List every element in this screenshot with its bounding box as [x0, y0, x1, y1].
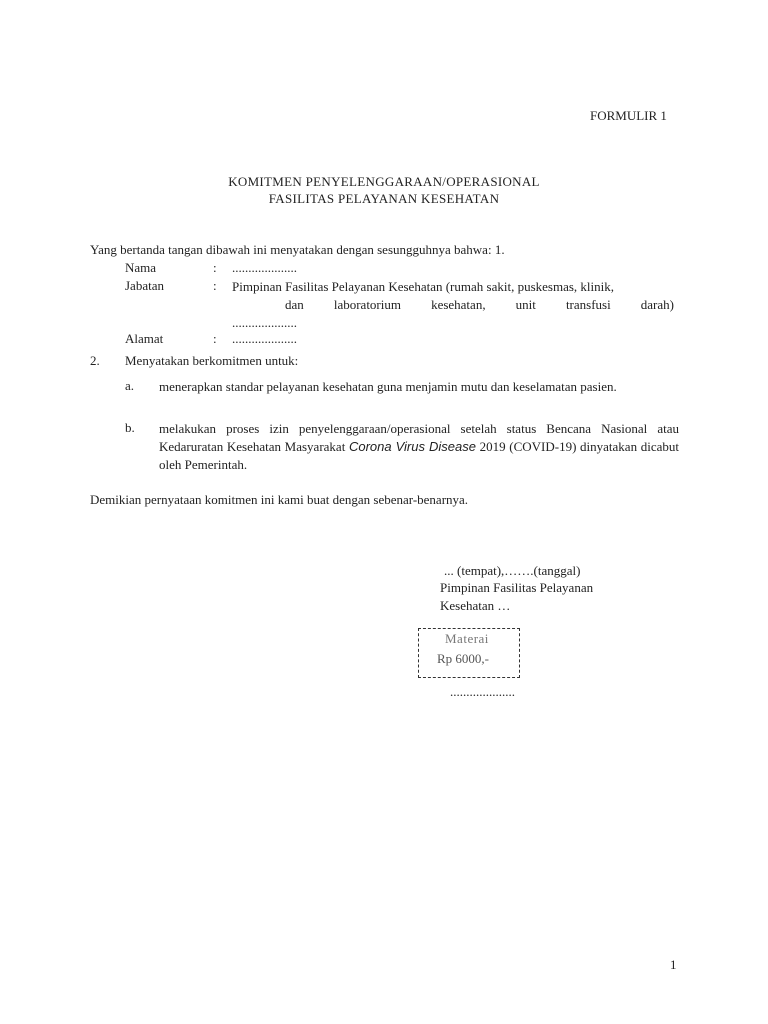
field-colon-nama: :: [213, 260, 217, 275]
item-a-letter: a.: [125, 378, 135, 393]
field-label-jabatan: Jabatan: [125, 278, 164, 293]
field-colon-jabatan: :: [213, 278, 217, 293]
item-b-text-italic: Corona Virus Disease: [348, 439, 476, 454]
jabatan-word: transfusi: [565, 297, 611, 312]
item-b-text-after: 2019 (COVID-19) dinyatakan dicabut oleh Pemerintah.: [159, 439, 679, 472]
jabatan-line3: ....................: [232, 315, 297, 330]
jabatan-word: unit: [515, 297, 536, 312]
form-label: FORMULIR 1: [590, 108, 667, 123]
section2-number: 2.: [90, 353, 100, 368]
signature-position-line1: Pimpinan Fasilitas Pelayanan: [440, 580, 594, 595]
item-a-text: menerapkan standar pelayanan kesehatan guna menjamin mutu dan keselamatan pasien.: [159, 379, 617, 394]
jabatan-word: kesehatan,: [431, 297, 486, 312]
field-colon-alamat: :: [213, 331, 217, 346]
field-label-nama: Nama: [125, 260, 157, 275]
field-label-alamat: Alamat: [125, 331, 164, 346]
jabatan-word: darah): [640, 297, 674, 312]
item-b-text: [159, 420, 679, 474]
stamp-amount: Rp 6000,-: [437, 651, 489, 666]
document-title-line2: FASILITAS PELAYANAN KESEHATAN: [268, 191, 500, 206]
closing-statement: Demikian pernyataan komitmen ini kami buat dengan sebenar-benarnya.: [90, 492, 469, 507]
jabatan-word: laboratorium: [333, 297, 401, 312]
field-value-jabatan: [232, 278, 674, 332]
document-title-line1: KOMITMEN PENYELENGGARAAN/OPERASIONAL: [228, 174, 540, 189]
item-b-text-before: melakukan proses izin penyelenggaraan/operasional setelah status Bencana Nasional atau Kedaruratan Kesehatan Masyarakat: [159, 421, 679, 454]
intro-statement: Yang bertanda tangan dibawah ini menyatakan dengan sesungguhnya bahwa: 1.: [90, 242, 505, 257]
jabatan-line2: [232, 296, 674, 314]
field-value-nama: ....................: [232, 260, 297, 275]
section2-heading: Menyatakan berkomitmen untuk:: [125, 353, 299, 368]
signature-place-date: ... (tempat),…….(tanggal): [444, 563, 581, 578]
field-value-alamat: ....................: [232, 331, 297, 346]
stamp-box: [418, 628, 520, 678]
jabatan-word: dan: [285, 297, 304, 312]
signature-name-dots: ....................: [450, 684, 515, 699]
jabatan-line1: Pimpinan Fasilitas Pelayanan Kesehatan (rumah sakit, puskesmas, klinik,: [232, 279, 614, 294]
signature-position-line2: Kesehatan …: [440, 598, 511, 613]
stamp-label: Materai: [445, 631, 489, 646]
item-b-letter: b.: [125, 420, 135, 435]
page-number: 1: [670, 957, 677, 972]
